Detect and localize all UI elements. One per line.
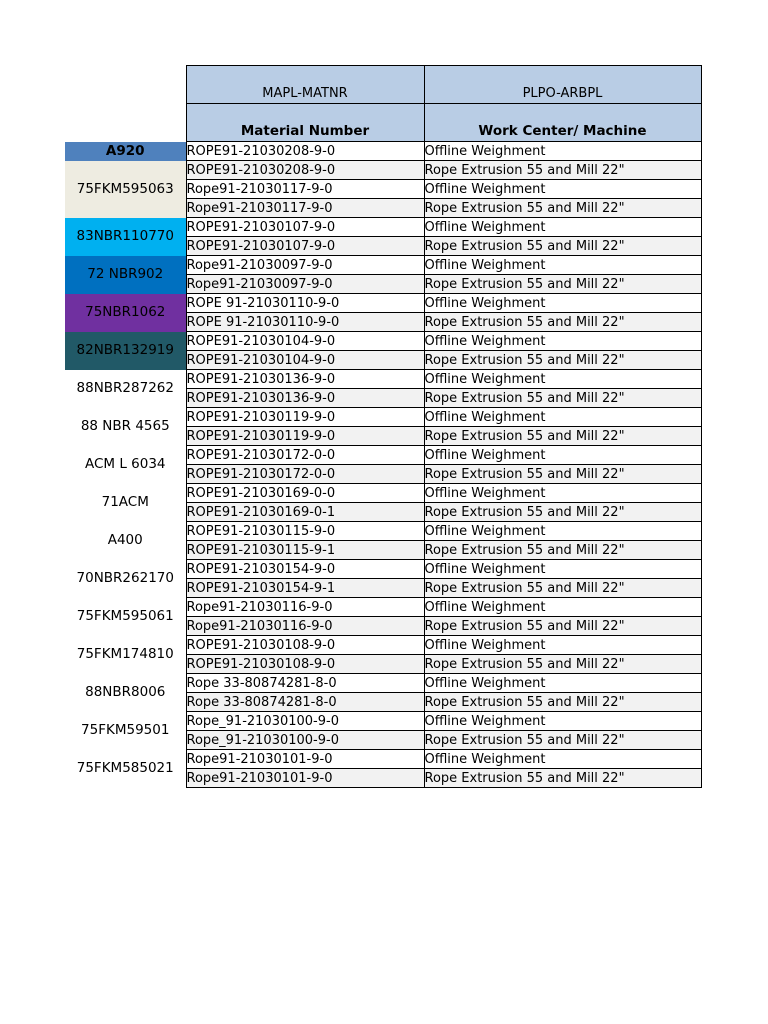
material-number-cell[interactable]: ROPE91-21030136-9-0: [186, 389, 424, 408]
table-row: [65, 218, 701, 237]
material-number-cell[interactable]: ROPE91-21030169-0-0: [186, 484, 424, 503]
material-number-cell[interactable]: ROPE91-21030108-9-0: [186, 636, 424, 655]
group-label-cell[interactable]: 82NBR132919: [65, 332, 186, 370]
work-center-cell[interactable]: Offline Weighment: [424, 256, 701, 275]
material-number-cell[interactable]: ROPE91-21030172-0-0: [186, 446, 424, 465]
group-label-cell[interactable]: 88 NBR 4565: [65, 408, 186, 446]
work-center-cell[interactable]: Offline Weighment: [424, 142, 701, 161]
material-number-cell[interactable]: Rope91-21030117-9-0: [186, 199, 424, 218]
work-center-cell[interactable]: Offline Weighment: [424, 332, 701, 351]
work-center-cell[interactable]: Offline Weighment: [424, 180, 701, 199]
work-center-cell[interactable]: Offline Weighment: [424, 446, 701, 465]
material-number-cell[interactable]: Rope91-21030101-9-0: [186, 750, 424, 769]
table-row: [65, 370, 701, 389]
work-center-cell[interactable]: Offline Weighment: [424, 408, 701, 427]
work-center-cell[interactable]: Offline Weighment: [424, 522, 701, 541]
group-label-cell[interactable]: 75FKM595063: [65, 161, 186, 218]
work-center-cell[interactable]: Offline Weighment: [424, 560, 701, 579]
work-center-cell[interactable]: Rope Extrusion 55 and Mill 22": [424, 199, 701, 218]
group-label-cell[interactable]: 75NBR1062: [65, 294, 186, 332]
table-row: [65, 636, 701, 655]
work-center-cell[interactable]: Rope Extrusion 55 and Mill 22": [424, 503, 701, 522]
table-row: [65, 750, 701, 769]
material-number-cell[interactable]: Rope_91-21030100-9-0: [186, 731, 424, 750]
group-label-cell[interactable]: 88NBR8006: [65, 674, 186, 712]
group-label-cell[interactable]: 71ACM: [65, 484, 186, 522]
material-number-cell[interactable]: ROPE91-21030115-9-0: [186, 522, 424, 541]
work-center-cell[interactable]: Rope Extrusion 55 and Mill 22": [424, 731, 701, 750]
material-number-cell[interactable]: ROPE91-21030136-9-0: [186, 370, 424, 389]
material-number-cell[interactable]: Rope91-21030116-9-0: [186, 598, 424, 617]
material-number-cell[interactable]: ROPE91-21030208-9-0: [186, 142, 424, 161]
table-row: [65, 598, 701, 617]
work-center-cell[interactable]: Offline Weighment: [424, 712, 701, 731]
material-number-cell[interactable]: ROPE91-21030119-9-0: [186, 427, 424, 446]
header-corner-blank: [65, 104, 186, 142]
material-number-cell[interactable]: ROPE91-21030104-9-0: [186, 332, 424, 351]
work-center-cell[interactable]: Rope Extrusion 55 and Mill 22": [424, 655, 701, 674]
work-center-cell[interactable]: Rope Extrusion 55 and Mill 22": [424, 427, 701, 446]
table-row: [65, 408, 701, 427]
group-label-cell[interactable]: 75FKM59501: [65, 712, 186, 750]
work-center-cell[interactable]: Offline Weighment: [424, 674, 701, 693]
table-row: [65, 446, 701, 465]
work-center-cell[interactable]: Rope Extrusion 55 and Mill 22": [424, 237, 701, 256]
table-row: [65, 674, 701, 693]
material-number-cell[interactable]: Rope91-21030101-9-0: [186, 769, 424, 788]
header-row-codes: [65, 66, 701, 104]
material-number-cell[interactable]: Rope 33-80874281-8-0: [186, 693, 424, 712]
group-label-cell[interactable]: A400: [65, 522, 186, 560]
group-label-cell[interactable]: 72 NBR902: [65, 256, 186, 294]
header-corner-blank: [65, 66, 186, 104]
material-number-cell[interactable]: ROPE 91-21030110-9-0: [186, 313, 424, 332]
header-code-material[interactable]: MAPL-MATNR: [186, 66, 424, 104]
table-row: [65, 522, 701, 541]
material-number-cell[interactable]: Rope91-21030116-9-0: [186, 617, 424, 636]
material-number-cell[interactable]: ROPE91-21030107-9-0: [186, 218, 424, 237]
material-number-cell[interactable]: Rope91-21030097-9-0: [186, 275, 424, 294]
work-center-cell[interactable]: Rope Extrusion 55 and Mill 22": [424, 541, 701, 560]
group-label-cell[interactable]: 75FKM595061: [65, 598, 186, 636]
group-label-cell[interactable]: 83NBR110770: [65, 218, 186, 256]
work-center-cell[interactable]: Offline Weighment: [424, 750, 701, 769]
material-number-cell[interactable]: ROPE 91-21030110-9-0: [186, 294, 424, 313]
material-number-cell[interactable]: Rope91-21030117-9-0: [186, 180, 424, 199]
work-center-cell[interactable]: Rope Extrusion 55 and Mill 22": [424, 579, 701, 598]
group-label-cell[interactable]: A920: [65, 142, 186, 161]
table-row: [65, 712, 701, 731]
material-number-cell[interactable]: ROPE91-21030104-9-0: [186, 351, 424, 370]
material-number-cell[interactable]: ROPE91-21030169-0-1: [186, 503, 424, 522]
material-number-cell[interactable]: Rope91-21030097-9-0: [186, 256, 424, 275]
group-label-cell[interactable]: 75FKM585021: [65, 750, 186, 788]
group-label-cell[interactable]: 75FKM174810: [65, 636, 186, 674]
work-center-cell[interactable]: Rope Extrusion 55 and Mill 22": [424, 465, 701, 484]
work-center-cell[interactable]: Rope Extrusion 55 and Mill 22": [424, 617, 701, 636]
material-number-cell[interactable]: ROPE91-21030115-9-1: [186, 541, 424, 560]
work-center-cell[interactable]: Offline Weighment: [424, 294, 701, 313]
group-label-cell[interactable]: 88NBR287262: [65, 370, 186, 408]
material-number-cell[interactable]: ROPE91-21030208-9-0: [186, 161, 424, 180]
material-number-cell[interactable]: Rope_91-21030100-9-0: [186, 712, 424, 731]
material-number-cell[interactable]: ROPE91-21030154-9-1: [186, 579, 424, 598]
table-row: [65, 294, 701, 313]
table-row: [65, 332, 701, 351]
group-label-cell[interactable]: 70NBR262170: [65, 560, 186, 598]
work-center-cell[interactable]: Rope Extrusion 55 and Mill 22": [424, 313, 701, 332]
material-number-cell[interactable]: ROPE91-21030172-0-0: [186, 465, 424, 484]
material-number-cell[interactable]: ROPE91-21030154-9-0: [186, 560, 424, 579]
work-center-cell[interactable]: Offline Weighment: [424, 484, 701, 503]
table-row: [65, 142, 701, 161]
header-row-labels: [65, 104, 701, 142]
work-center-cell[interactable]: Rope Extrusion 55 and Mill 22": [424, 275, 701, 294]
material-number-cell[interactable]: ROPE91-21030107-9-0: [186, 237, 424, 256]
material-workcenter-table: [65, 65, 702, 788]
spreadsheet-sheet: [65, 65, 702, 788]
table-row: [65, 560, 701, 579]
header-label-workcenter[interactable]: Work Center/ Machine: [424, 104, 701, 142]
table-row: [65, 256, 701, 275]
work-center-cell[interactable]: Offline Weighment: [424, 218, 701, 237]
work-center-cell[interactable]: Rope Extrusion 55 and Mill 22": [424, 161, 701, 180]
work-center-cell[interactable]: Rope Extrusion 55 and Mill 22": [424, 769, 701, 788]
table-row: [65, 161, 701, 180]
table-body: [65, 142, 701, 788]
work-center-cell[interactable]: Rope Extrusion 55 and Mill 22": [424, 389, 701, 408]
group-label-cell[interactable]: ACM L 6034: [65, 446, 186, 484]
header-label-material[interactable]: Material Number: [186, 104, 424, 142]
work-center-cell[interactable]: Offline Weighment: [424, 636, 701, 655]
work-center-cell[interactable]: Rope Extrusion 55 and Mill 22": [424, 693, 701, 712]
material-number-cell[interactable]: ROPE91-21030108-9-0: [186, 655, 424, 674]
work-center-cell[interactable]: Offline Weighment: [424, 598, 701, 617]
material-number-cell[interactable]: Rope 33-80874281-8-0: [186, 674, 424, 693]
header-code-workcenter[interactable]: PLPO-ARBPL: [424, 66, 701, 104]
table-row: [65, 484, 701, 503]
work-center-cell[interactable]: Rope Extrusion 55 and Mill 22": [424, 351, 701, 370]
work-center-cell[interactable]: Offline Weighment: [424, 370, 701, 389]
material-number-cell[interactable]: ROPE91-21030119-9-0: [186, 408, 424, 427]
